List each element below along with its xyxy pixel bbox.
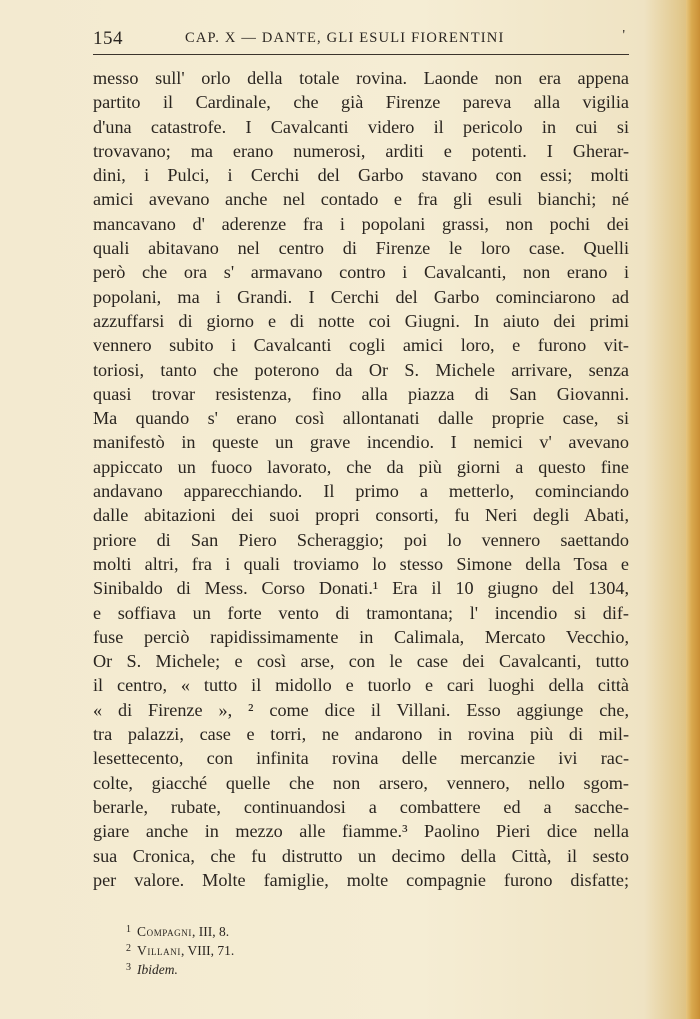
text-line: il centro, « tutto il midollo e tuorlo e cari luoghi della città — [93, 675, 629, 696]
text-line: dini, i Pulci, i Cerchi del Garbo stavano con essi; molti — [93, 165, 629, 186]
text-line: Ma quando s' erano così allontanati dalle proprie case, si — [93, 408, 629, 429]
text-line: messo sull' orlo della totale rovina. Laonde non era appena — [93, 68, 629, 88]
footnotes — [126, 920, 526, 977]
footnote-author: Compagni — [137, 924, 192, 939]
text-line: lesettecento, con infinita rovina delle mercanzie ivi rac- — [93, 748, 629, 769]
text-line: però che ora s' armavano contro i Cavalcanti, non erano i — [93, 262, 629, 283]
text-line: quali abitavano nel centro di Firenze le loro case. Quelli — [93, 238, 629, 259]
text-line: dalle abitazioni dei suoi propri consorti, fu Neri degli Abati, — [93, 505, 629, 526]
text-line: tra palazzi, case e torri, ne andarono in rovina più di mil- — [93, 724, 629, 745]
text-line: priore di San Piero Scheraggio; poi lo vennero saettando — [93, 529, 629, 550]
footnote-number: 2 — [126, 943, 131, 954]
text-line: fuse perciò rapidissimamente in Calimala, Mercato Vecchio, — [93, 626, 629, 647]
text-line: e soffiava un forte vento di tramontana; l' incendio si dif- — [93, 602, 629, 623]
footnote-number: 1 — [126, 924, 131, 935]
text-line: « di Firenze », ² come dice il Villani. Esso aggiunge che, — [93, 699, 629, 720]
text-line: vennero subito i Cavalcanti cogli amici loro, e furono vit- — [93, 335, 629, 356]
text-line: amici avevano anche nel contado e fra gli esuli bianchi; né — [93, 189, 629, 210]
footnote-3 — [126, 958, 526, 977]
text-line: azzuffarsi di giorno e di notte coi Giugni. In aiuto dei primi — [93, 310, 629, 331]
page-number: 154 — [93, 28, 123, 49]
text-line: trovavano; ma erano numerosi, arditi e potenti. I Gherar- — [93, 140, 629, 161]
footnote-2 — [126, 939, 526, 958]
page-edge — [686, 0, 700, 1019]
header-mark: ' — [622, 28, 625, 43]
text-line: sua Cronica, che fu distrutto un decimo della Città, il sesto — [93, 845, 629, 866]
text-line: popolani, ma i Grandi. I Cerchi del Garbo cominciarono ad — [93, 286, 629, 307]
text-line: andavano apparecchiando. Il primo a metterlo, cominciando — [93, 481, 629, 502]
footnote-number: 3 — [126, 962, 131, 973]
body-text — [93, 66, 629, 892]
text-line: per valore. Molte famiglie, molte compagnie furono disfatte; — [93, 869, 629, 890]
text-line: molti altri, fra i quali troviamo lo stesso Simone della Tosa e — [93, 553, 629, 574]
text-line: mancavano d' aderenze fra i popolani grassi, non pochi dei — [93, 213, 629, 234]
footnote-1 — [126, 920, 526, 939]
text-line: Or S. Michele; e così arse, con le case dei Cavalcanti, tutto — [93, 651, 629, 672]
footnote-ref: , VIII, 71. — [180, 943, 235, 958]
text-line: berarle, rubate, continuandosi a combattere ed a sacche- — [93, 796, 629, 817]
running-title: CAP. X — DANTE, GLI ESULI FIORENTINI — [185, 30, 505, 46]
footnote-ref: , III, 8. — [191, 924, 230, 939]
footnote-ref: Ibidem. — [137, 962, 178, 977]
text-line: Sinibaldo di Mess. Corso Donati.¹ Era il 10 giugno del 1304, — [93, 578, 629, 599]
text-line: giare anche in mezzo alle fiamme.³ Paolino Pieri dice nella — [93, 821, 629, 842]
text-line: d'una catastrofe. I Cavalcanti videro il pericolo in cui si — [93, 116, 629, 137]
text-line: appiccato un fuoco lavorato, che da più giorni a questo fine — [93, 456, 629, 477]
text-line: colte, giacché quelle che non arsero, vennero, nello sgom- — [93, 772, 629, 793]
text-line: partito il Cardinale, che già Firenze pareva alla vigilia — [93, 92, 629, 113]
text-line: quasi trovar resistenza, fino alla piazza di San Giovanni. — [93, 383, 629, 404]
footnote-author: Villani — [137, 943, 181, 958]
text-line: manifestò in queste un grave incendio. I nemici v' avevano — [93, 432, 629, 453]
text-line: toriosi, tanto che poterono da Or S. Michele arrivare, senza — [93, 359, 629, 380]
page-header — [93, 28, 629, 55]
